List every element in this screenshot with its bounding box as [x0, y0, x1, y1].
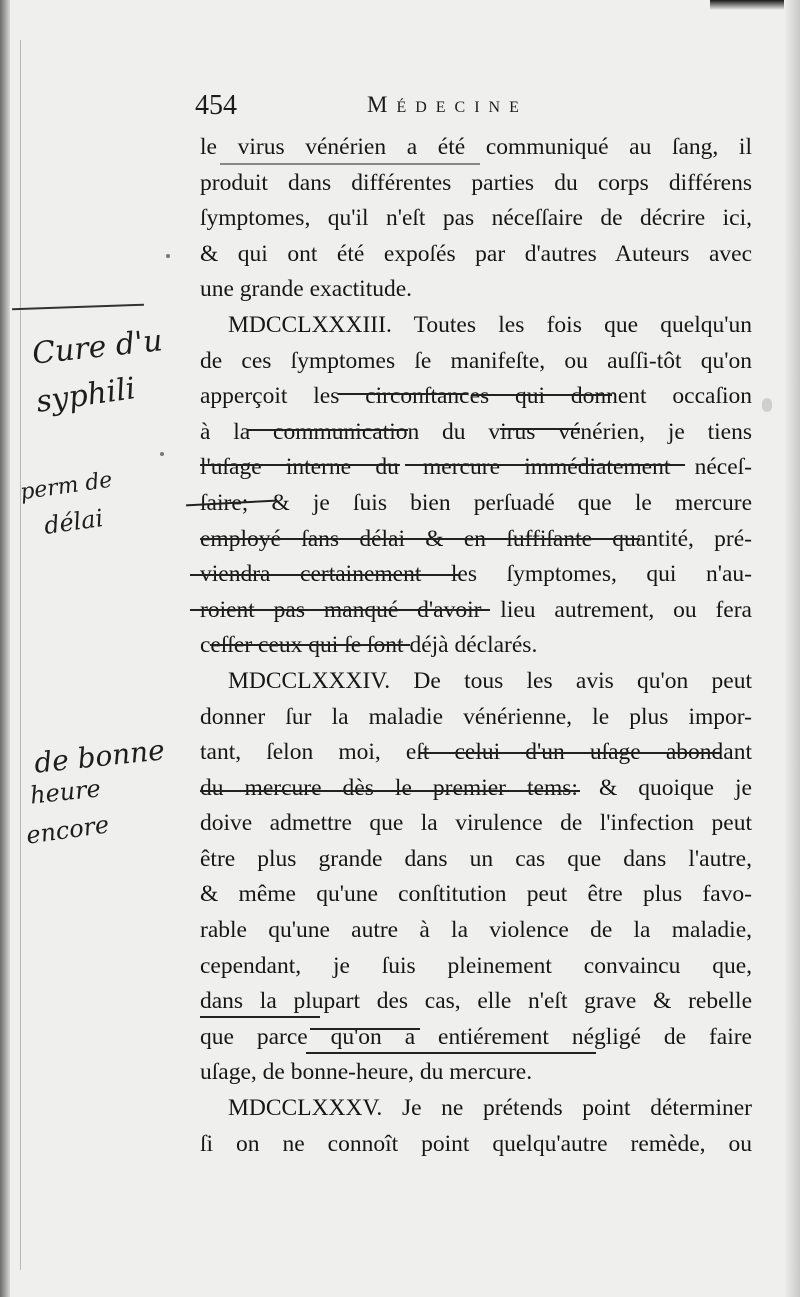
page-number: 454: [195, 90, 237, 121]
text-line: dans la plupart des cas, elle n'eſt grave & rebelle: [200, 988, 752, 1015]
text-line: de ces ſymptomes ſe manifeſte, ou auſſi-tôt qu'on: [200, 347, 752, 374]
margin-note: délai: [42, 504, 105, 540]
text-line: viendra certainement les ſymptomes, qui n'au-: [200, 561, 752, 588]
text-line: du mercure dès le premier tems: & quoique je: [200, 774, 752, 801]
handwritten-underline: [405, 464, 685, 466]
gutter-line: [20, 40, 21, 1270]
paragraph-start: MDCCLXXXIII. Toutes les fois que quelqu'un: [228, 311, 752, 338]
handwritten-underline: [472, 394, 612, 396]
page-edge: [784, 0, 800, 1297]
text-line: donner ſur la maladie vénérienne, le plus impor-: [200, 703, 752, 730]
handwritten-underline: [190, 609, 490, 611]
text-line: ſaire; & je ſuis bien perſuadé que le mercure: [200, 489, 752, 516]
paragraph-start: MDCCLXXXV. Je ne prétends point déterminer: [228, 1095, 752, 1122]
text-line: roient pas manqué d'avoir lieu autrement, ou fera: [200, 596, 752, 623]
specks: [160, 452, 164, 456]
margin-note: perm de: [18, 467, 114, 506]
text-line: employé ſans délai & en ſuffiſante quantité, pré-: [200, 525, 752, 552]
text-line: le virus vénérien a été communiqué au ſang, il: [200, 134, 752, 160]
text-line: & même qu'une conſtitution peut être plus favo-: [200, 881, 752, 908]
specks: [762, 398, 772, 412]
text-line: être plus grande dans un cas que dans l'autre,: [200, 845, 752, 872]
handwritten-underline: [248, 429, 408, 431]
handwritten-underline: [306, 1052, 596, 1054]
text-line: doive admettre que la virulence de l'infection peut: [200, 810, 752, 837]
handwritten-underline: [220, 163, 480, 165]
text-line: apperçoit les circonſtances qui donnent occaſion: [200, 383, 752, 410]
handwritten-underline: [190, 574, 460, 576]
handwritten-underline: [200, 538, 640, 540]
handwritten-underline: [210, 644, 410, 646]
margin-note: encore: [24, 810, 111, 850]
running-title: Médecine: [367, 92, 528, 117]
text-line: produit dans différentes parties du corps différens: [200, 169, 752, 196]
text-line: l'uſage interne du mercure immédiatement néceſ-: [200, 454, 752, 481]
text-line: uſage, de bonne-heure, du mercure.: [200, 1059, 533, 1086]
text-line: tant, ſelon moi, eſt celui d'un uſage abondant: [200, 739, 752, 766]
text-line: ſi on ne connoît point quelqu'autre remède, ou: [200, 1130, 752, 1157]
text-line: & qui ont été expoſés par d'autres Auteurs avec: [200, 240, 752, 267]
handwritten-underline: [200, 464, 400, 466]
text-line: à la communication du virus vénérien, je tiens: [200, 418, 752, 445]
margin-rule: [12, 304, 144, 311]
margin-note: de bonne: [32, 733, 167, 780]
handwritten-underline: [420, 752, 720, 754]
handwritten-underline: [338, 393, 468, 395]
margin-note: syphili: [34, 371, 138, 420]
margin-note: heure: [28, 774, 103, 810]
text-line: ceſſer ceux qui ſe ſont déjà déclarés.: [200, 632, 538, 659]
specks: [166, 254, 170, 258]
binding-shadow: [0, 0, 10, 1297]
text-line: rable qu'une autre à la violence de la maladie,: [200, 917, 752, 944]
handwritten-underline: [200, 790, 580, 792]
handwritten-underline: [500, 428, 580, 430]
paragraph-start: MDCCLXXXIV. De tous les avis qu'on peut: [228, 667, 752, 694]
text-line: cependant, je ſuis pleinement convaincu que,: [200, 952, 752, 979]
text-line: une grande exactitude.: [200, 276, 413, 303]
margin-note: Cure d'u: [30, 323, 165, 372]
text-line: ſymptomes, qu'il n'eſt pas néceſſaire de décrire ici,: [200, 205, 752, 232]
handwritten-underline: [200, 1016, 320, 1018]
text-line: que parce qu'on a entiérement négligé de faire: [200, 1023, 752, 1050]
body-text: [200, 130, 752, 1162]
running-header: [195, 90, 755, 126]
handwritten-underline: [310, 1028, 420, 1030]
